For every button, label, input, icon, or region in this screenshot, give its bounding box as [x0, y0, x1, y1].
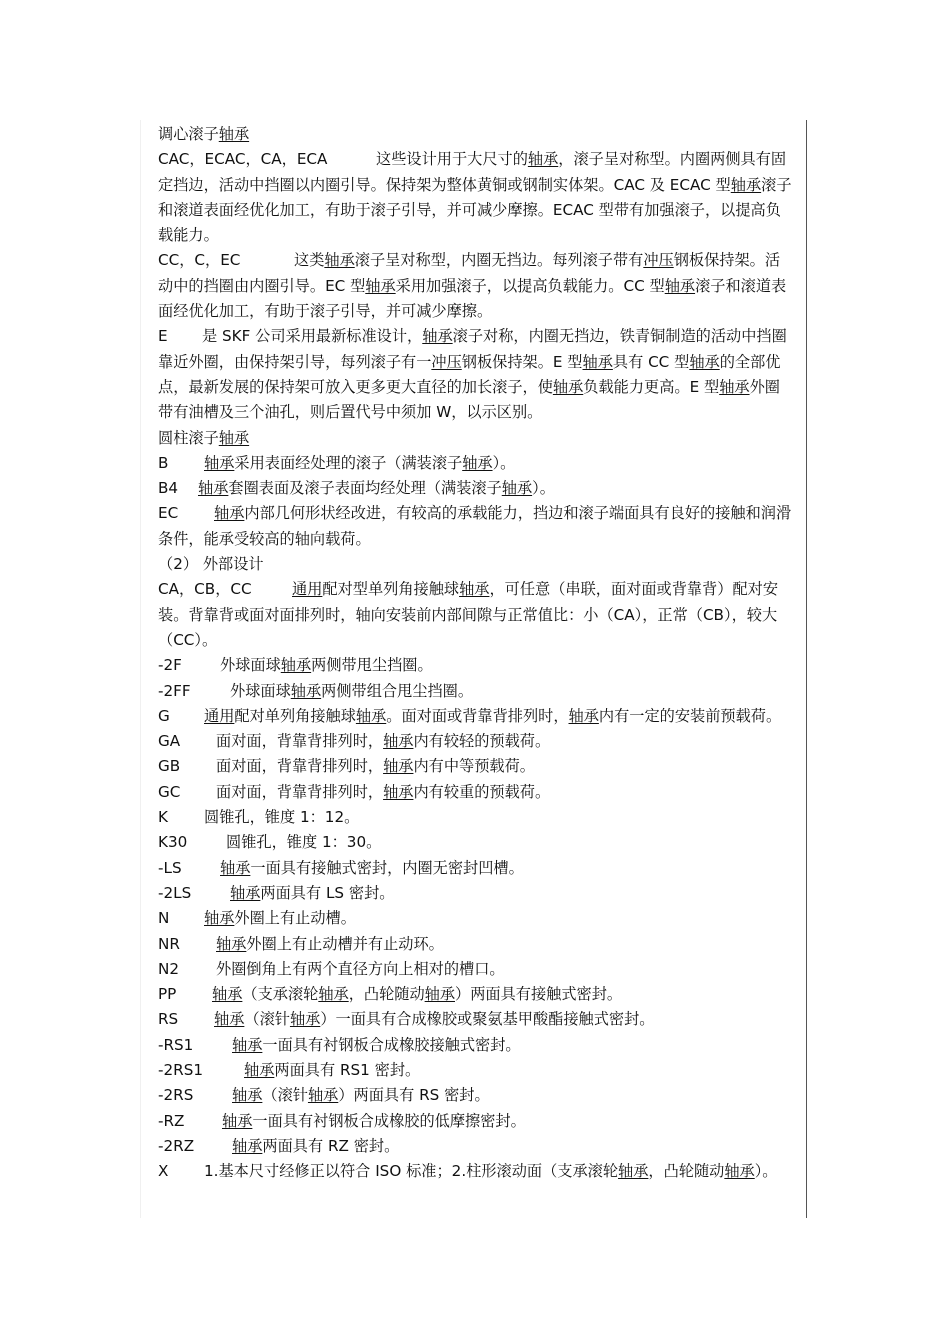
entry-code: N2: [158, 959, 180, 978]
entry-rs1: [158, 1033, 794, 1058]
entry-code: -2FF: [158, 681, 191, 700]
entry-text: 外圈倒角上有两个直径方向上相对的槽口。: [216, 959, 505, 978]
entry-code: B: [158, 453, 169, 472]
entry-x: [158, 1159, 794, 1184]
entry-code: -2LS: [158, 883, 192, 902]
entry-gc: [158, 780, 794, 805]
entry-2f: [158, 653, 794, 678]
entry-code: -2RS1: [158, 1060, 203, 1079]
entry-k30: [158, 830, 794, 855]
entry-code: GA: [158, 732, 181, 751]
entry-2rs1: [158, 1058, 794, 1083]
entry-text: 圆锥孔，锥度 1：12。: [204, 808, 360, 827]
entry-2ff: [158, 679, 794, 704]
entry-text: 这些设计用于大尺寸的轴承，滚子呈对称型。内圈两侧具有固定挡边，活动中挡圈以内圈引导。保持架为整体黄铜或钢制实体架。CAC 及 ECAC 型轴承滚子和滚道表面经优化加工，有助于滚子引导，并可减少摩擦。ECAC 型带有加强滚子，以提高负载能力。: [158, 150, 792, 245]
document-body: [158, 122, 794, 1184]
entry-text: 外球面球轴承两侧带组合甩尘挡圈。: [230, 681, 473, 700]
entry-text: 圆锥孔，锥度 1：30。: [226, 833, 382, 852]
entry-code: NR: [158, 934, 180, 953]
entry-code: X: [158, 1162, 169, 1181]
entry-code: CC，C，EC: [158, 251, 241, 270]
entry-code: K: [158, 808, 168, 827]
entry-ec: [158, 501, 794, 552]
entry-g: [158, 704, 794, 729]
entry-cac: [158, 147, 794, 248]
section-title-external: （2） 外部设计: [158, 555, 264, 574]
entry-code: PP: [158, 985, 177, 1004]
entry-cc: [158, 248, 794, 324]
entry-rz: [158, 1109, 794, 1134]
entry-code: K30: [158, 833, 188, 852]
entry-text: 面对面，背靠背排列时，轴承内有中等预载荷。: [216, 757, 535, 776]
entry-code: GB: [158, 757, 181, 776]
entry-text: 轴承一面具有衬钢板合成橡胶的低摩擦密封。: [222, 1111, 526, 1130]
entry-code: GC: [158, 782, 181, 801]
entry-text: 轴承（支承滚轮轴承，凸轮随动轴承）两面具有接触式密封。: [212, 985, 623, 1004]
entry-code: N: [158, 909, 170, 928]
entry-text: 是 SKF 公司采用最新标准设计，轴承滚子对称，内圈无挡边，铁青铜制造的活动中挡圈靠近外圈，由保持架引导，每列滚子有一冲压钢板保持架。E 型轴承具有 CC 型轴承的全部优点，最新发展的保持架可放入更多更大直径的加长滚子，使轴承负载能力更高。E 型轴承外圈带有油槽及三个油孔，则后置代号中须加 W，以示区别。: [158, 327, 787, 422]
entry-text: 轴承一面具有衬钢板合成橡胶接触式密封。: [232, 1035, 521, 1054]
entry-code: -RZ: [158, 1111, 185, 1130]
section-title-spherical: 调心滚子轴承: [158, 125, 250, 143]
entry-code: -2RZ: [158, 1136, 195, 1155]
entry-text: 这类轴承滚子呈对称型，内圈无挡边。每列滚子带有冲压钢板保持架。活动中的挡圈由内圈引导。EC 型轴承采用加强滚子，以提高负载能力。CC 型轴承滚子和滚道表面经优化加工，有助于滚子引导，并可减少摩擦。: [158, 251, 787, 321]
entry-rs: [158, 1007, 794, 1032]
entry-code: RS: [158, 1010, 179, 1029]
entry-nr: [158, 932, 794, 957]
entry-code: -RS1: [158, 1035, 194, 1054]
entry-text: 通用配对型单列角接触球轴承，可任意（串联，面对面或背靠背）配对安装。背靠背或面对面排列时，轴向安装前内部间隙与正常值比：小（CA），正常（CB），较大（CC）。: [158, 580, 778, 649]
entry-code: -2F: [158, 656, 182, 675]
right-border: [806, 120, 807, 1218]
entry-ga: [158, 729, 794, 754]
entry-code: E: [158, 327, 168, 346]
entry-text: 轴承两面具有 LS 密封。: [230, 883, 395, 902]
entry-text: 面对面，背靠背排列时，轴承内有较重的预载荷。: [216, 782, 551, 801]
entry-gb: [158, 754, 794, 779]
entry-text: 轴承采用表面经处理的滚子（满装滚子轴承）。: [204, 453, 516, 472]
entry-code: CAC，ECAC，CA，ECA: [158, 150, 328, 169]
entry-code: G: [158, 706, 170, 725]
entry-n2: [158, 957, 794, 982]
entry-e: [158, 324, 794, 425]
entry-text: 轴承内部几何形状经改进，有较高的承载能力，挡边和滚子端面具有良好的接触和润滑条件，能承受较高的轴向载荷。: [158, 504, 792, 548]
entry-text: 通用配对单列角接触球轴承。面对面或背靠背排列时，轴承内有一定的安装前预载荷。: [204, 706, 782, 725]
entry-2rs: [158, 1083, 794, 1108]
entry-text: 轴承（滚针轴承）两面具有 RS 密封。: [232, 1086, 490, 1105]
entry-text: 轴承外圈上有止动槽。: [204, 909, 356, 928]
entry-text: 轴承外圈上有止动槽并有止动环。: [216, 934, 444, 953]
entry-code: CA，CB，CC: [158, 580, 252, 599]
entry-2ls: [158, 881, 794, 906]
entry-text: 轴承一面具有接触式密封，内圈无密封凹槽。: [220, 858, 524, 877]
entry-k: [158, 805, 794, 830]
entry-n: [158, 906, 794, 931]
entry-code: -LS: [158, 858, 182, 877]
entry-text: 外球面球轴承两侧带甩尘挡圈。: [220, 656, 433, 675]
entry-code: B4: [158, 479, 179, 498]
left-border: [140, 120, 141, 1218]
entry-ca: [158, 577, 794, 653]
entry-pp: [158, 982, 794, 1007]
entry-code: -2RS: [158, 1086, 194, 1105]
entry-text: 轴承（滚针轴承）一面具有合成橡胶或聚氨基甲酸酯接触式密封。: [214, 1010, 655, 1029]
entry-text: 面对面，背靠背排列时，轴承内有较轻的预载荷。: [216, 732, 551, 751]
section-title-cylindrical: 圆柱滚子轴承: [158, 428, 250, 447]
entry-text: 轴承两面具有 RS1 密封。: [244, 1060, 421, 1079]
entry-text: 1.基本尺寸经修正以符合 ISO 标准；2.柱形滚动面（支承滚轮轴承，凸轮随动轴承）。: [204, 1162, 778, 1181]
entry-b4: [158, 476, 794, 501]
entry-ls: [158, 856, 794, 881]
entry-b: [158, 451, 794, 476]
entry-2rz: [158, 1134, 794, 1159]
entry-text: 轴承套圈表面及滚子表面均经处理（满装滚子轴承）。: [198, 479, 555, 498]
entry-text: 轴承两面具有 RZ 密封。: [232, 1136, 400, 1155]
entry-code: EC: [158, 504, 179, 523]
